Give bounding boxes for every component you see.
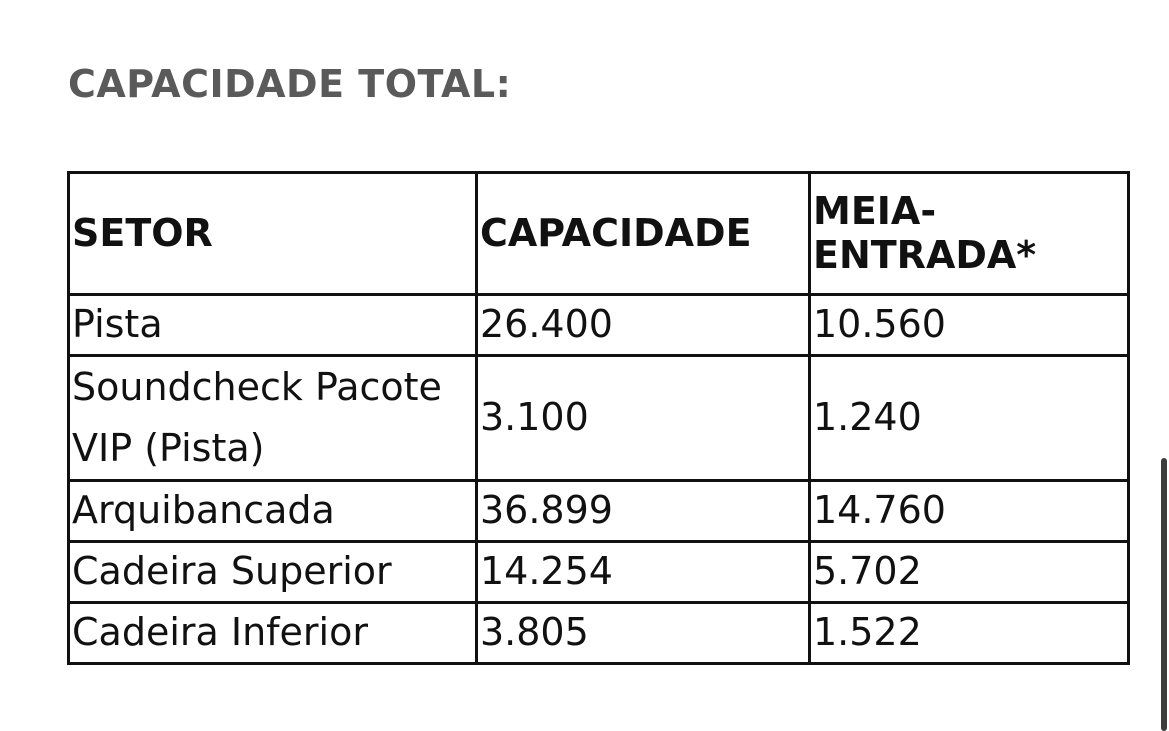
- vertical-scrollbar[interactable]: [1161, 458, 1167, 731]
- cell-capacidade: 3.100: [477, 356, 810, 481]
- table-row: [69, 356, 1129, 481]
- cell-meia-entrada: 1.240: [810, 356, 1129, 481]
- cell-setor: Cadeira Inferior: [69, 602, 477, 663]
- cell-meia-entrada: 10.560: [810, 295, 1129, 356]
- table-row: [69, 480, 1129, 541]
- cell-capacidade: 3.805: [477, 602, 810, 663]
- capacity-table: [67, 171, 1130, 665]
- cell-setor: Soundcheck Pacote VIP (Pista): [69, 356, 477, 481]
- cell-capacidade: 26.400: [477, 295, 810, 356]
- page-title: CAPACIDADE TOTAL:: [68, 62, 512, 106]
- cell-capacidade: 14.254: [477, 541, 810, 602]
- cell-meia-entrada: 5.702: [810, 541, 1129, 602]
- cell-setor: Cadeira Superior: [69, 541, 477, 602]
- cell-setor: Arquibancada: [69, 480, 477, 541]
- table-row: [69, 541, 1129, 602]
- header-meia-entrada: MEIA-ENTRADA*: [810, 173, 1129, 295]
- table-row: [69, 295, 1129, 356]
- header-capacidade: CAPACIDADE: [477, 173, 810, 295]
- header-setor: SETOR: [69, 173, 477, 295]
- cell-capacidade: 36.899: [477, 480, 810, 541]
- table-row: [69, 602, 1129, 663]
- cell-meia-entrada: 1.522: [810, 602, 1129, 663]
- table-header-row: [69, 173, 1129, 295]
- cell-meia-entrada: 14.760: [810, 480, 1129, 541]
- cell-setor: Pista: [69, 295, 477, 356]
